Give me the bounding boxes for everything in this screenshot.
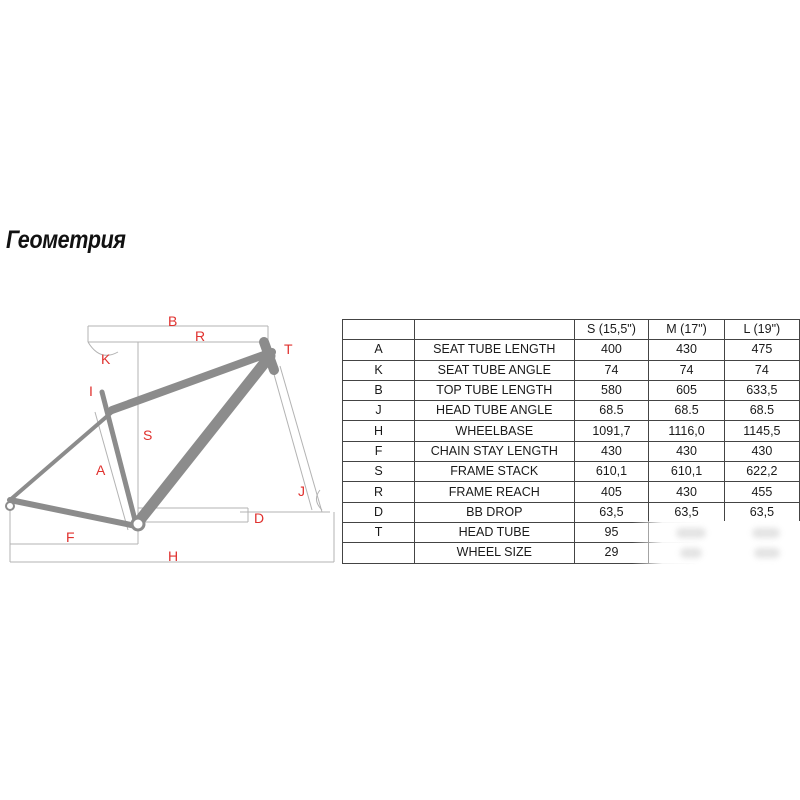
row-value-l: 68.5 (724, 401, 799, 421)
blur-smudge (680, 548, 702, 558)
row-value-l: 455 (724, 482, 799, 502)
rear-dropout (6, 502, 14, 510)
header-name (415, 320, 575, 340)
frame-geometry-diagram (0, 300, 345, 575)
row-name: HEAD TUBE ANGLE (415, 401, 575, 421)
blur-smudge (752, 528, 780, 538)
row-name: CHAIN STAY LENGTH (415, 441, 575, 461)
row-value-s: 74 (574, 360, 649, 380)
row-code: D (343, 502, 415, 522)
row-value-m: 1116,0 (649, 421, 724, 441)
row-code: J (343, 401, 415, 421)
row-name: WHEEL SIZE (415, 543, 575, 563)
row-code: H (343, 421, 415, 441)
page-title: Геометрия (6, 226, 126, 254)
row-code: B (343, 380, 415, 400)
row-value-s: 68.5 (574, 401, 649, 421)
seat-stay (10, 412, 112, 500)
row-code: K (343, 360, 415, 380)
row-value-m: 68.5 (649, 401, 724, 421)
row-value-s: 400 (574, 340, 649, 360)
chain-stay (10, 500, 136, 526)
table-row (343, 380, 800, 400)
label-k: K (101, 351, 111, 367)
bottom-bracket (132, 518, 144, 530)
row-name: FRAME REACH (415, 482, 575, 502)
header-code (343, 320, 415, 340)
row-value-l: 633,5 (724, 380, 799, 400)
row-value-l: 430 (724, 441, 799, 461)
table-header-row (343, 320, 800, 340)
row-value-l: 74 (724, 360, 799, 380)
table-row (343, 502, 800, 522)
row-code: S (343, 462, 415, 482)
row-value-s: 29 (574, 543, 649, 563)
row-value-s: 95 (574, 522, 649, 542)
row-value-m: 430 (649, 441, 724, 461)
row-value-l: 1145,5 (724, 421, 799, 441)
table-row (343, 360, 800, 380)
blur-smudge (754, 548, 780, 558)
seat-tube (102, 392, 136, 524)
row-code: F (343, 441, 415, 461)
table-row (343, 401, 800, 421)
row-value-s: 430 (574, 441, 649, 461)
row-name: SEAT TUBE ANGLE (415, 360, 575, 380)
label-s: S (143, 427, 153, 443)
angle-arc-j (316, 490, 322, 510)
row-value-l: 622,2 (724, 462, 799, 482)
row-value-s: 1091,7 (574, 421, 649, 441)
header-size-m: M (17") (649, 320, 724, 340)
table-row (343, 441, 800, 461)
label-r: R (195, 328, 206, 344)
label-j: J (298, 483, 305, 499)
row-value-l: 475 (724, 340, 799, 360)
row-value-s: 405 (574, 482, 649, 502)
table-row (343, 421, 800, 441)
row-name: HEAD TUBE (415, 522, 575, 542)
label-d: D (254, 510, 265, 526)
row-value-m: 74 (649, 360, 724, 380)
row-name: BB DROP (415, 502, 575, 522)
header-size-l: L (19") (724, 320, 799, 340)
row-code: T (343, 522, 415, 542)
row-name: FRAME STACK (415, 462, 575, 482)
label-f: F (66, 529, 75, 545)
row-code: R (343, 482, 415, 502)
label-h: H (168, 548, 179, 564)
label-i: I (89, 383, 93, 399)
table-row (343, 462, 800, 482)
row-code: A (343, 340, 415, 360)
row-value-s: 580 (574, 380, 649, 400)
header-size-s: S (15,5") (574, 320, 649, 340)
label-a: A (96, 462, 106, 478)
table-row (343, 482, 800, 502)
row-value-m: 605 (649, 380, 724, 400)
row-value-s: 610,1 (574, 462, 649, 482)
label-t: T (284, 341, 293, 357)
row-value-m: 430 (649, 482, 724, 502)
row-value-m: 610,1 (649, 462, 724, 482)
row-code (343, 543, 415, 563)
label-b: B (168, 313, 178, 329)
blur-smudge (676, 528, 706, 538)
row-value-l: 63,5 (724, 502, 799, 522)
row-value-m: 430 (649, 340, 724, 360)
fork-line-2 (270, 360, 312, 510)
row-name: SEAT TUBE LENGTH (415, 340, 575, 360)
row-value-m: 63,5 (649, 502, 724, 522)
row-value-s: 63,5 (574, 502, 649, 522)
row-name: WHEELBASE (415, 421, 575, 441)
row-name: TOP TUBE LENGTH (415, 380, 575, 400)
down-tube (140, 356, 270, 520)
table-row (343, 340, 800, 360)
